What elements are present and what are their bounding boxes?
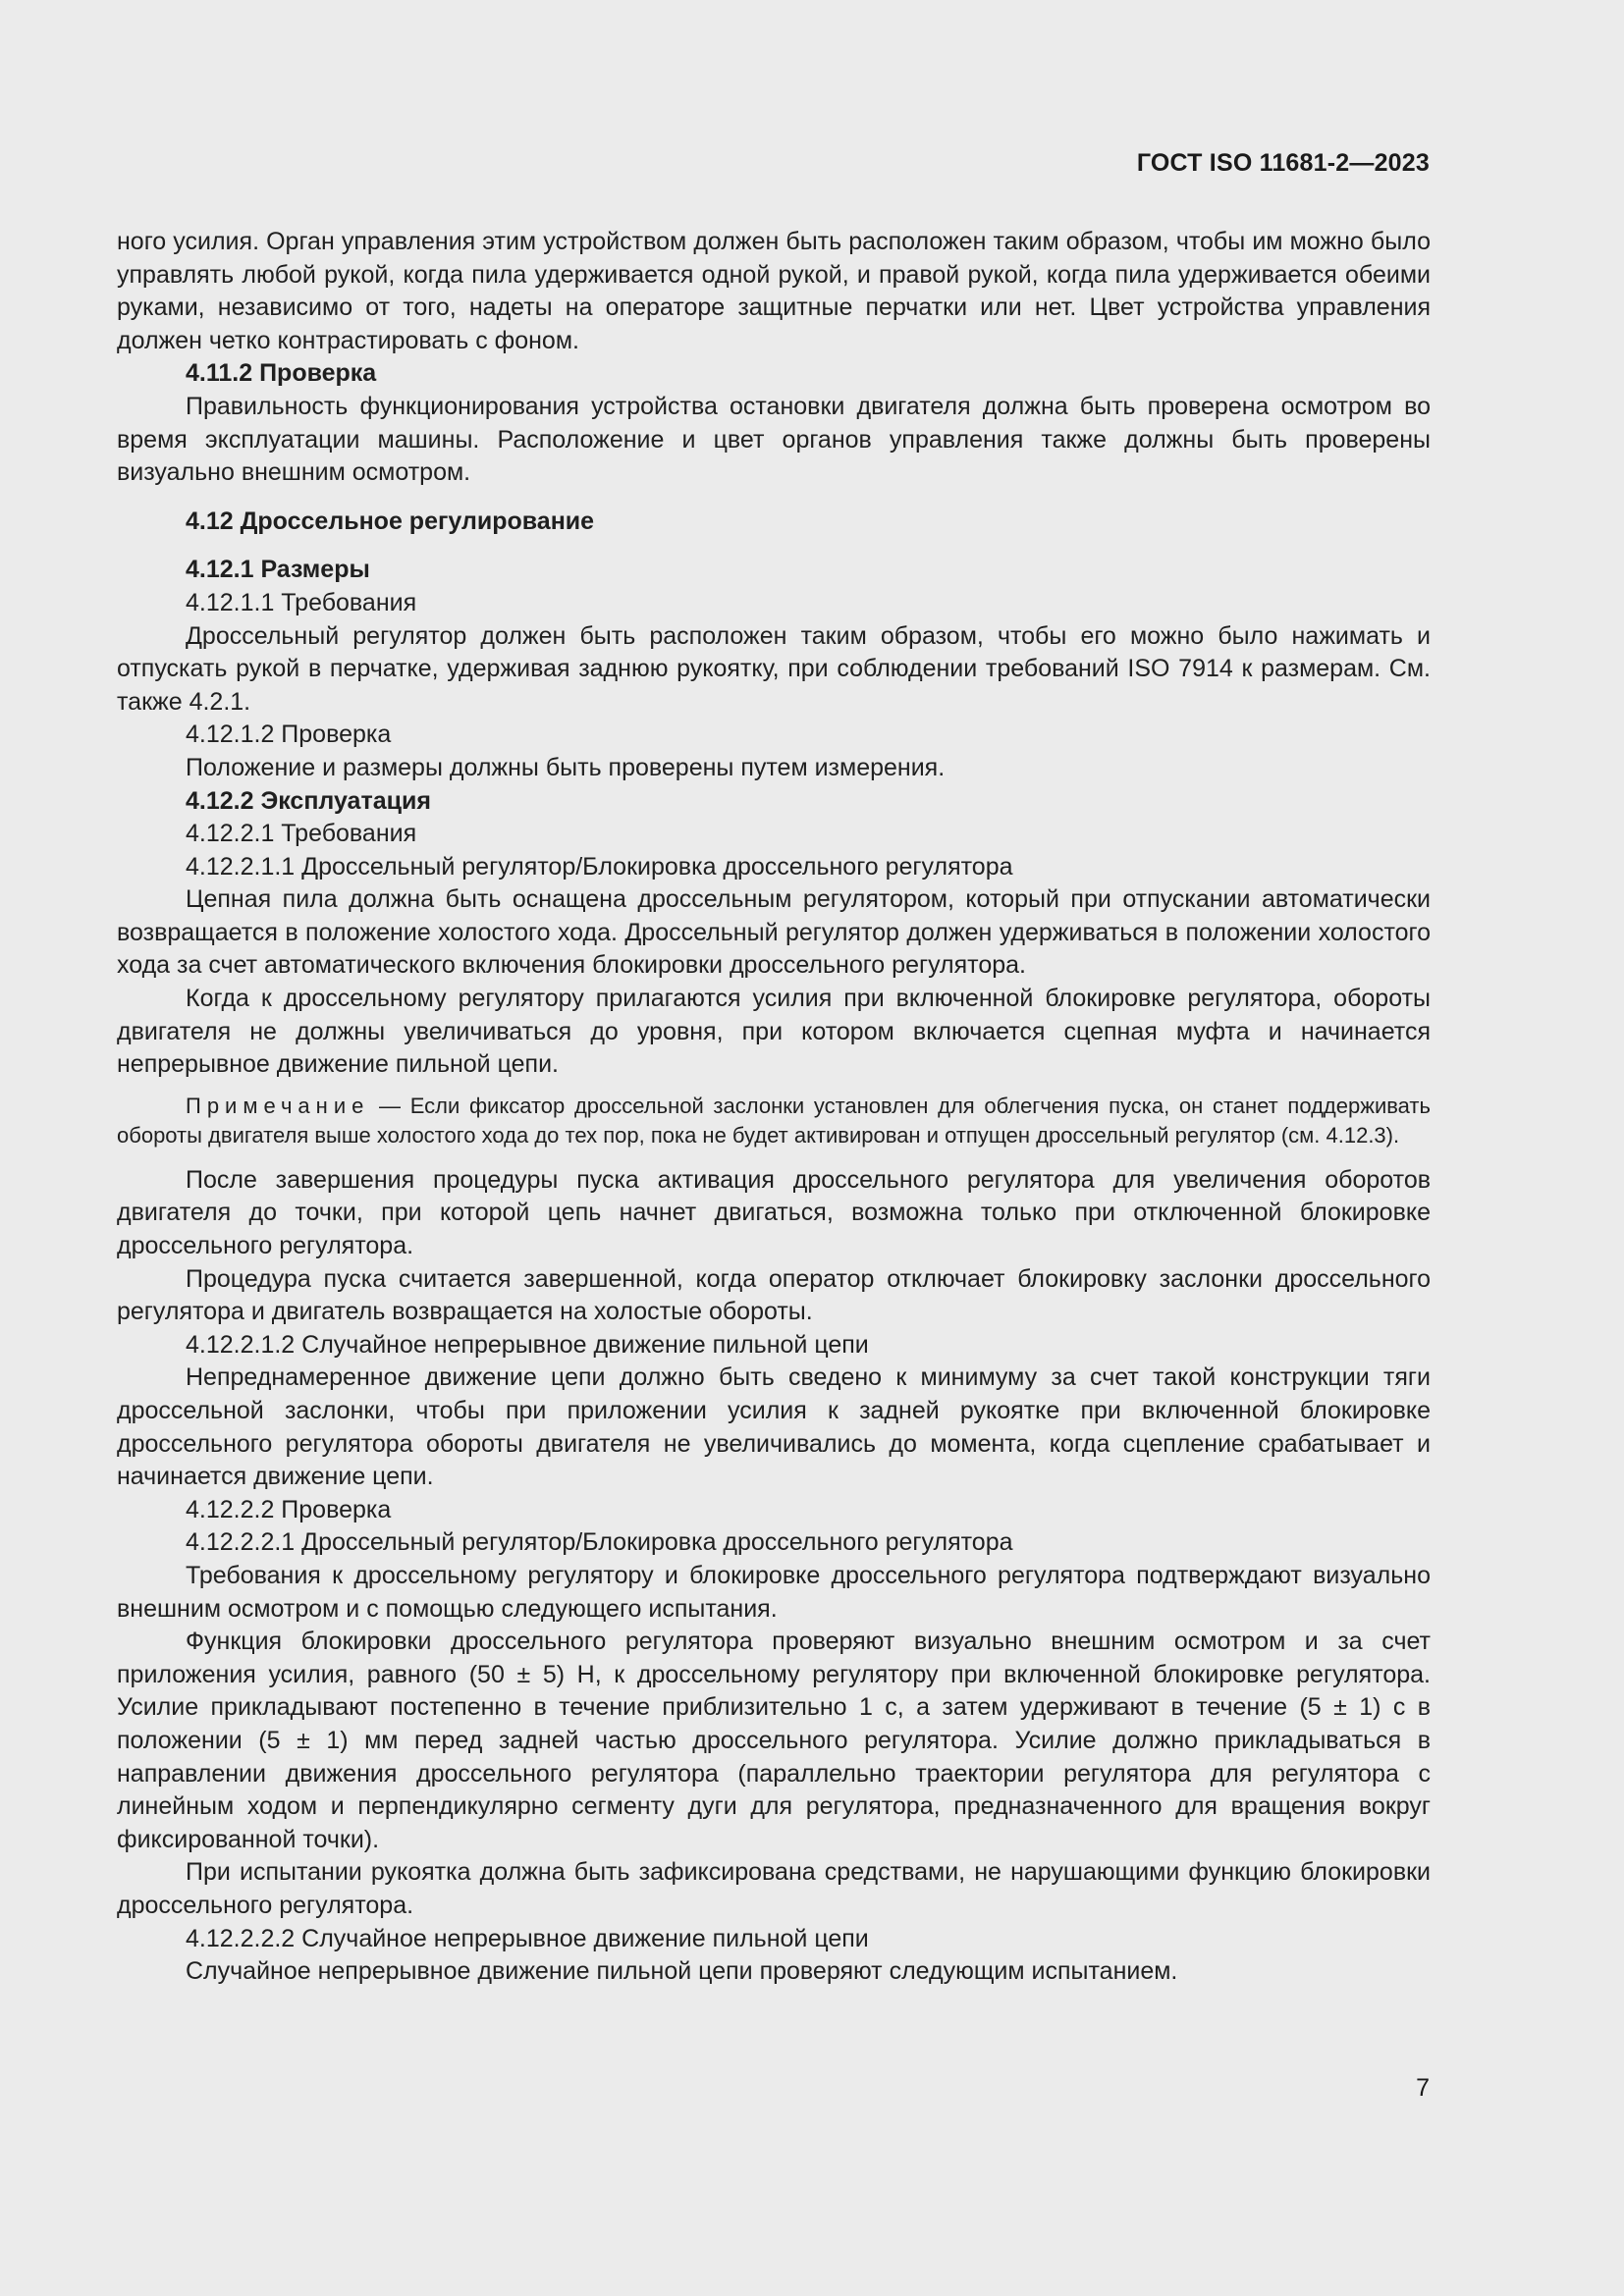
paragraph-handle-fixed: При испытании рукоятка должна быть зафиксирована средствами, не нарушающими функцию блокировки дроссельного регулятора.	[117, 1858, 1431, 1919]
paragraph-measurement: Положение и размеры должны быть проверены путем измерения.	[186, 753, 946, 781]
document-body	[117, 226, 1431, 1989]
heading-4-12-1: 4.12.1 Размеры	[186, 556, 370, 584]
paragraph-throttle-lockout: Когда к дроссельному регулятору прилагаются усилия при включенной блокировке регулятора, обороты двигателя не должны увеличиваться до уровня, при котором включается сцепная муфта и начинается непрерывное движение пильной цепи.	[117, 985, 1431, 1079]
heading-4-12-1-2: 4.12.1.2 Проверка	[186, 721, 392, 749]
heading-4-12-2: 4.12.2 Эксплуатация	[186, 786, 431, 815]
note-text: — Если фиксатор дроссельной заслонки установлен для облегчения пуска, он станет поддерживать обороты двигателя выше холостого хода до тех пор, пока не будет активирован и отпущен дроссельный регулятор (см. 4.12.3).	[117, 1093, 1431, 1148]
paragraph-continuation: ного усилия. Орган управления этим устройством должен быть расположен таким образом, чтобы им можно было управлять любой рукой, когда пила удерживается одной рукой, и правой рукой, когда пила удерживается обеими руками, независимо от того, надеты на операторе защитные перчатки или нет. Цвет устройства управления должен четко контрастировать с фоном.	[117, 228, 1431, 354]
note-label: Примечание	[186, 1093, 370, 1118]
paragraph-start-complete: Процедура пуска считается завершенной, когда оператор отключает блокировку заслонки дроссельного регулятора и двигатель возвращается на холостые обороты.	[117, 1264, 1431, 1326]
heading-4-12-2-1-2: 4.12.2.1.2 Случайное непрерывное движение пильной цепи	[186, 1330, 869, 1359]
heading-4-12-2-1-1: 4.12.2.1.1 Дроссельный регулятор/Блокировка дроссельного регулятора	[186, 852, 1013, 881]
document-code-header: ГОСТ ISO 11681-2—2023	[1136, 149, 1430, 177]
heading-4-12-2-2-1: 4.12.2.2.1 Дроссельный регулятор/Блокировка дроссельного регулятора	[186, 1528, 1013, 1557]
heading-4-12-1-1: 4.12.1.1 Требования	[186, 588, 417, 616]
paragraph-random-movement-test: Случайное непрерывное движение пильной цепи проверяют следующим испытанием.	[186, 1957, 1178, 1986]
note-paragraph	[117, 1092, 1431, 1150]
heading-4-12-2-2-2: 4.12.2.2.2 Случайное непрерывное движение пильной цепи	[186, 1924, 869, 1952]
page-number: 7	[1416, 2074, 1430, 2102]
heading-4-12: 4.12 Дроссельное регулирование	[186, 507, 595, 535]
heading-4-12-2-1: 4.12.2.1 Требования	[186, 820, 417, 848]
paragraph-requirements-confirm: Требования к дроссельному регулятору и блокировке дроссельного регулятора подтверждают визуально внешним осмотром и с помощью следующего испытания.	[117, 1561, 1431, 1623]
paragraph-throttle-position: Дроссельный регулятор должен быть расположен таким образом, чтобы его можно было нажимать и отпускать рукой в перчатке, удерживая заднюю рукоятку, при соблюдении требований ISO 7914 к размерам. См. также 4.2.1.	[117, 621, 1431, 716]
paragraph-lockout-test: Функция блокировки дроссельного регулятора проверяют визуально внешним осмотром и за счет приложения усилия, равного (50 ± 5) Н, к дроссельному регулятору при включенной блокировке регулятора. Усилие прикладывают постепенно в течение приблизительно 1 с, а затем удерживают в течение (5 ± 1) с в положении (5 ± 1) мм перед задней частью дроссельного регулятора. Усилие должно прикладываться в направлении движения дроссельного регулятора (параллельно траектории регулятора для регулятора с линейным ходом и перпендикулярно сегменту дуги для регулятора, предназначенного для вращения вокруг фиксированной точки).	[117, 1628, 1431, 1853]
paragraph-after-start: После завершения процедуры пуска активация дроссельного регулятора для увеличения оборотов двигателя до точки, при которой цепь начнет двигаться, возможна только при отключенной блокировке дроссельного регулятора.	[117, 1165, 1431, 1260]
paragraph-unintended-movement: Непреднамеренное движение цепи должно быть сведено к минимуму за счет такой конструкции тяги дроссельной заслонки, чтобы при приложении усилия к задней рукоятке при включенной блокировке дроссельного регулятора обороты двигателя не увеличивались до момента, когда сцепление срабатывает и начинается движение цепи.	[117, 1363, 1431, 1491]
heading-4-11-2: 4.11.2 Проверка	[186, 359, 377, 388]
paragraph-throttle-return: Цепная пила должна быть оснащена дроссельным регулятором, который при отпускании автоматически возвращается в положение холостого хода. Дроссельный регулятор должен удерживаться в положении холостого хода за счет автоматического включения блокировки дроссельного регулятора.	[117, 885, 1431, 980]
heading-4-12-2-2: 4.12.2.2 Проверка	[186, 1495, 392, 1523]
paragraph-verification: Правильность функционирования устройства остановки двигателя должна быть проверена осмотром во время эксплуатации машины. Расположение и цвет органов управления также должны быть проверены визуально внешним осмотром.	[117, 392, 1431, 487]
